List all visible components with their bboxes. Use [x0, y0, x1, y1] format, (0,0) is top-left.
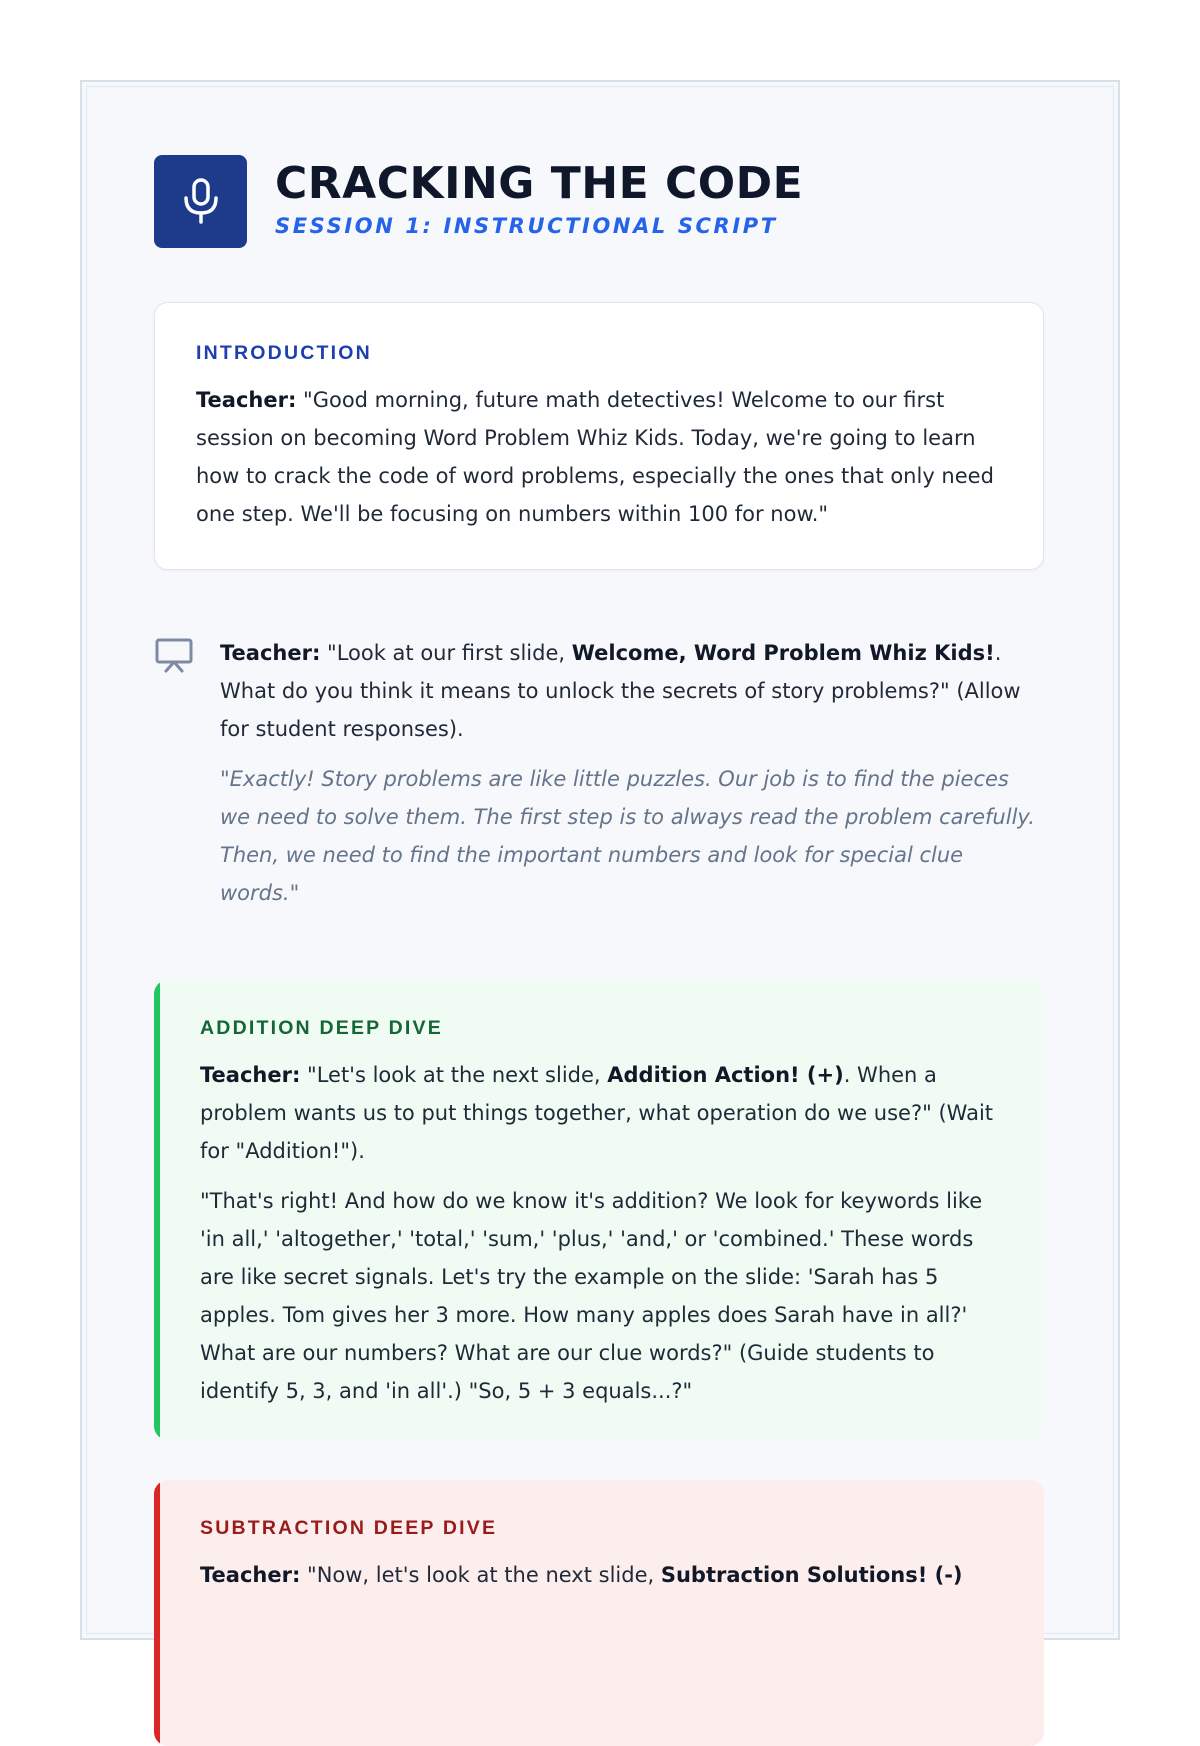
page-header: [154, 154, 1044, 248]
addition-text-after: . When a problem wants us to put things together, what operation do we use?" (Wait for "Addition!").: [200, 1063, 994, 1163]
slide-teacher-line: [220, 634, 1044, 748]
addition-teacher-line: [200, 1056, 1004, 1170]
speaker-label: Teacher:: [196, 388, 297, 412]
subtraction-section: [154, 1480, 1044, 1746]
slide-title: Welcome, Word Problem Whiz Kids!: [571, 641, 995, 665]
page-subtitle: SESSION 1: INSTRUCTIONAL SCRIPT: [275, 214, 778, 238]
microphone-badge: [154, 155, 247, 248]
addition-section: [154, 980, 1044, 1440]
slide-text: [220, 634, 1044, 912]
addition-paragraph-2: "That's right! And how do we know it's addition? We look for keywords like 'in all,' 'altogether,' 'total,' 'sum,' 'plus,' 'and,' or 'combined.' These words are like secret signals. Let's try the example on the slide: 'Sarah has 5 apples. Tom gives her 3 more. How many apples does Sarah have in all?' What are our numbers? What are our clue words?" (Guide students to identify 5, 3, and 'in all'.) "So, 5 + 3 equals...?": [200, 1189, 983, 1403]
slide-text-before: "Look at our first slide,: [320, 641, 572, 665]
addition-slide-title: Addition Action! (+): [607, 1063, 844, 1087]
document-frame: [80, 80, 1120, 1640]
introduction-body: "Good morning, future math detectives! Welcome to our first session on becoming Word Problem Whiz Kids. Today, we're going to learn how to crack the code of word problems, especially the ones that only need one step. We'll be focusing on numbers within 100 for now.": [196, 388, 994, 526]
addition-text-before: "Let's look at the next slide,: [300, 1063, 608, 1087]
page-title: CRACKING THE CODE: [275, 158, 804, 209]
subtraction-teacher-line: [200, 1556, 1004, 1594]
script-content: [154, 154, 1044, 1746]
subtraction-label: SUBTRACTION DEEP DIVE: [200, 1517, 498, 1539]
introduction-card: [154, 302, 1044, 570]
speaker-label: Teacher:: [200, 1563, 301, 1587]
speaker-label: Teacher:: [200, 1063, 301, 1087]
presentation-icon: [154, 636, 194, 676]
introduction-text: [196, 381, 1003, 533]
slide-section: [154, 634, 1044, 912]
speaker-label: Teacher:: [220, 641, 321, 665]
slide-quote: "Exactly! Story problems are like little puzzles. Our job is to find the pieces we need to solve them. The first step is to always read the problem carefully. Then, we need to find the important numbers and look for special clue words.": [220, 767, 1035, 905]
subtraction-text-before: "Now, let's look at the next slide,: [300, 1563, 661, 1587]
title-block: [275, 158, 804, 239]
microphone-icon: [179, 176, 223, 226]
slide-text-after: . What do you think it means to unlock the secrets of story problems?" (Allow for student responses).: [220, 641, 1021, 741]
subtraction-slide-title: Subtraction Solutions! (-): [660, 1563, 963, 1587]
introduction-label: INTRODUCTION: [196, 342, 372, 364]
addition-label: ADDITION DEEP DIVE: [200, 1017, 443, 1039]
